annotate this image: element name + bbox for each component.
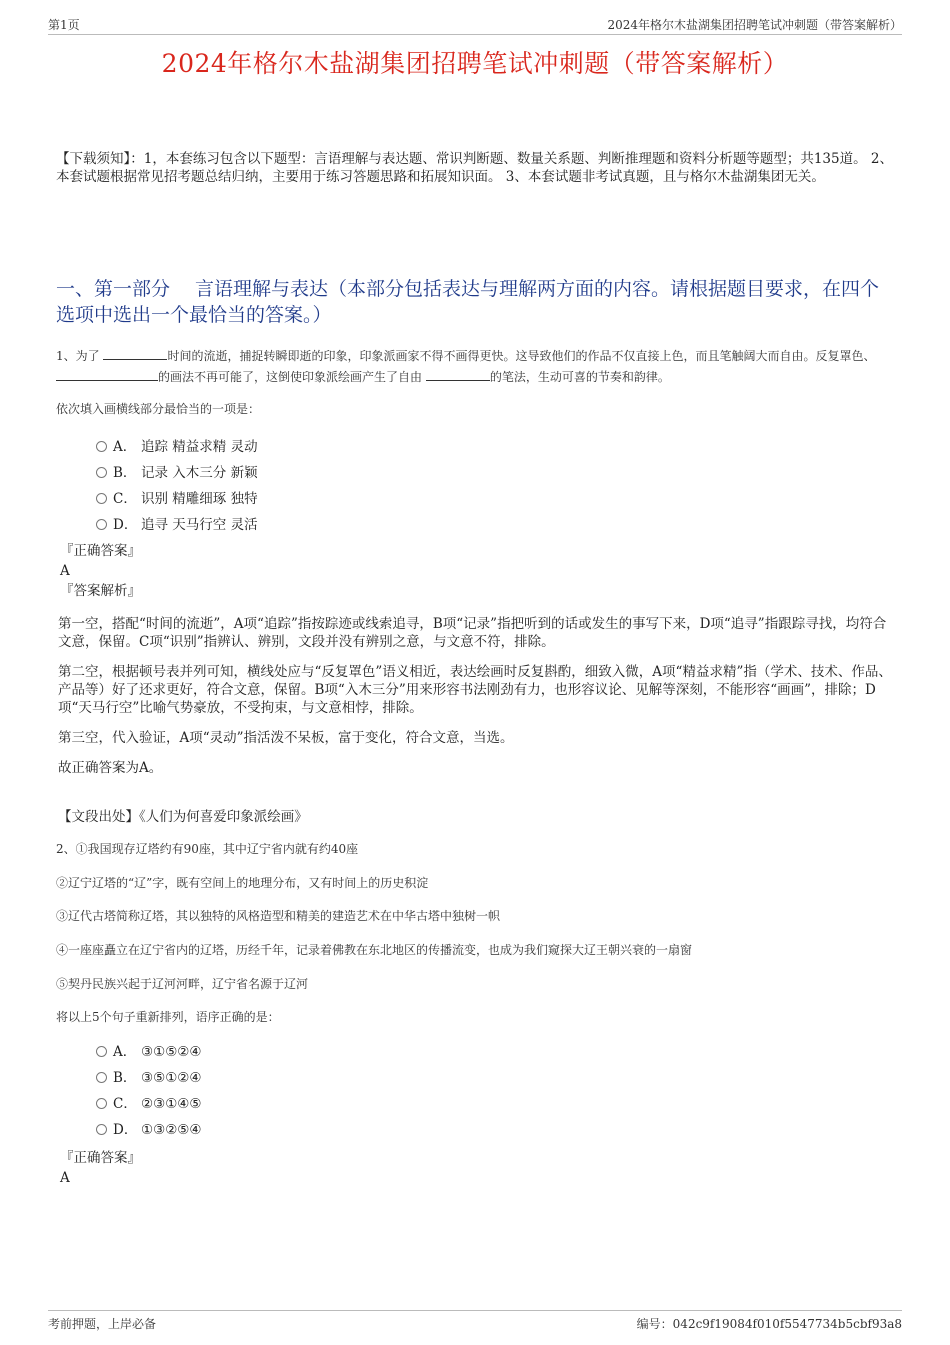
question-2-options	[96, 1041, 202, 1145]
answer-value: A	[60, 563, 70, 579]
answer-label: 『正确答案』	[60, 543, 141, 559]
radio-icon[interactable]	[96, 1098, 107, 1109]
blank-2	[56, 368, 158, 381]
analysis-paragraph: 第三空，代入验证，A项“灵动”指活泼不呆板，富于变化，符合文意，当选。	[58, 730, 514, 746]
question-2-sentence-5: ⑤契丹民族兴起于辽河河畔，辽宁省名源于辽河	[56, 977, 309, 991]
radio-icon[interactable]	[96, 1072, 107, 1083]
question-1-analysis	[58, 615, 898, 789]
answer-value: A	[60, 1170, 70, 1186]
radio-icon[interactable]	[96, 441, 107, 452]
blank-3	[426, 368, 490, 381]
section-title: 一、第一部分 言语理解与表达（本部分包括表达与理解两方面的内容。请根据题目要求，在四个选项中选出一个最恰当的答案。）	[56, 278, 880, 326]
footer-slogan: 考前押题，上岸必备	[48, 1317, 157, 1331]
option-b[interactable]: B． 记录 入木三分 新颖	[96, 462, 258, 488]
option-d[interactable]: D． 追寻 天马行空 灵活	[96, 514, 258, 540]
question-2-sentence-2: ②辽宁辽塔的“辽”字，既有空间上的地理分布，又有时间上的历史积淀	[56, 876, 429, 890]
analysis-paragraph: 第二空，根据顿号表并列可知，横线处应与“反复罩色”语义相近，表达绘画时反复斟酌，细致入微，A项“精益求精”指（学术、技术、作品、产品等）好了还求更好，符合文意，保留。B项“入木三分”用来形容书法刚劲有力，也形容议论、见解等深刻，不能形容“画画”，排除；D项“天马行空”比喻气势豪放，不受拘束，与文意相悖，排除。	[58, 664, 892, 716]
option-c[interactable]: C． ②③①④⑤	[96, 1093, 202, 1119]
option-a[interactable]: A． 追踪 精益求精 灵动	[96, 436, 258, 462]
question-1-options	[96, 436, 258, 540]
page-number: 第1页	[48, 18, 80, 32]
question-1-answer	[60, 541, 141, 601]
answer-label: 『正确答案』	[60, 1150, 141, 1166]
analysis-paragraph: 故正确答案为A。	[58, 760, 163, 776]
question-2-sentence-4: ④一座座矗立在辽宁省内的辽塔，历经千年，记录着佛教在东北地区的传播流变，也成为我们窥探大辽王朝兴衰的一扇窗	[56, 943, 693, 957]
page-title: 2024年格尔木盐湖集团招聘笔试冲刺题（带答案解析）	[161, 49, 789, 78]
question-1-prompt: 依次填入画横线部分最恰当的一项是：	[56, 402, 261, 416]
download-notice: 【下载须知】：1，本套练习包含以下题型：言语理解与表达题、常识判断题、数量关系题、判断推理题和资料分析题等题型；共135道。 2、本套试题根据常见招考题总结归纳，主要用于练习答题思路和拓展知识面。 3、本套试题非考试真题，且与格尔木盐湖集团无关。	[56, 151, 893, 185]
passage-source: 【文段出处】《人们为何喜爱印象派绘画》	[58, 809, 308, 825]
option-a[interactable]: A． ③①⑤②④	[96, 1041, 202, 1067]
question-2-prompt: 将以上5个句子重新排列，语序正确的是：	[56, 1010, 280, 1024]
option-b[interactable]: B． ③⑤①②④	[96, 1067, 202, 1093]
page-footer	[48, 1310, 902, 1333]
option-d[interactable]: D． ①③②⑤④	[96, 1119, 202, 1145]
radio-icon[interactable]	[96, 467, 107, 478]
question-1-stem: 1、为了 时间的流逝，捕捉转瞬即逝的印象，印象派画家不得不画得更快。这导致他们的作品不仅直接上色，而且笔触阔大而自由。反复罩色、 的画法不再可能了，这倒使印象派绘画产生了自由 的笔法，生动可喜的节奏和韵律。	[56, 349, 876, 384]
blank-1	[103, 347, 167, 360]
radio-icon[interactable]	[96, 1046, 107, 1057]
document-id: 编号：042c9f19084f010f5547734b5cbf93a8	[636, 1317, 902, 1331]
page-header	[48, 14, 902, 35]
analysis-label: 『答案解析』	[60, 583, 141, 599]
option-c[interactable]: C． 识别 精雕细琢 独特	[96, 488, 258, 514]
question-2-sentence-3: ③辽代古塔简称辽塔，其以独特的风格造型和精美的建造艺术在中华古塔中独树一帜	[56, 909, 501, 923]
radio-icon[interactable]	[96, 519, 107, 530]
analysis-paragraph: 第一空，搭配“时间的流逝”，A项“追踪”指按踪迹或线索追寻，B项“记录”指把听到的话或发生的事写下来，D项“追寻”指跟踪寻找，均符合文意，保留。C项“识别”指辨认、辨别，文段并没有辨别之意，与文意不符，排除。	[58, 616, 887, 650]
question-2-sentence-1: 2、①我国现存辽塔约有90座，其中辽宁省内就有约40座	[56, 842, 359, 856]
question-2-answer	[60, 1148, 141, 1188]
radio-icon[interactable]	[96, 1124, 107, 1135]
header-doc-title: 2024年格尔木盐湖集团招聘笔试冲刺题（带答案解析）	[607, 18, 902, 32]
radio-icon[interactable]	[96, 493, 107, 504]
